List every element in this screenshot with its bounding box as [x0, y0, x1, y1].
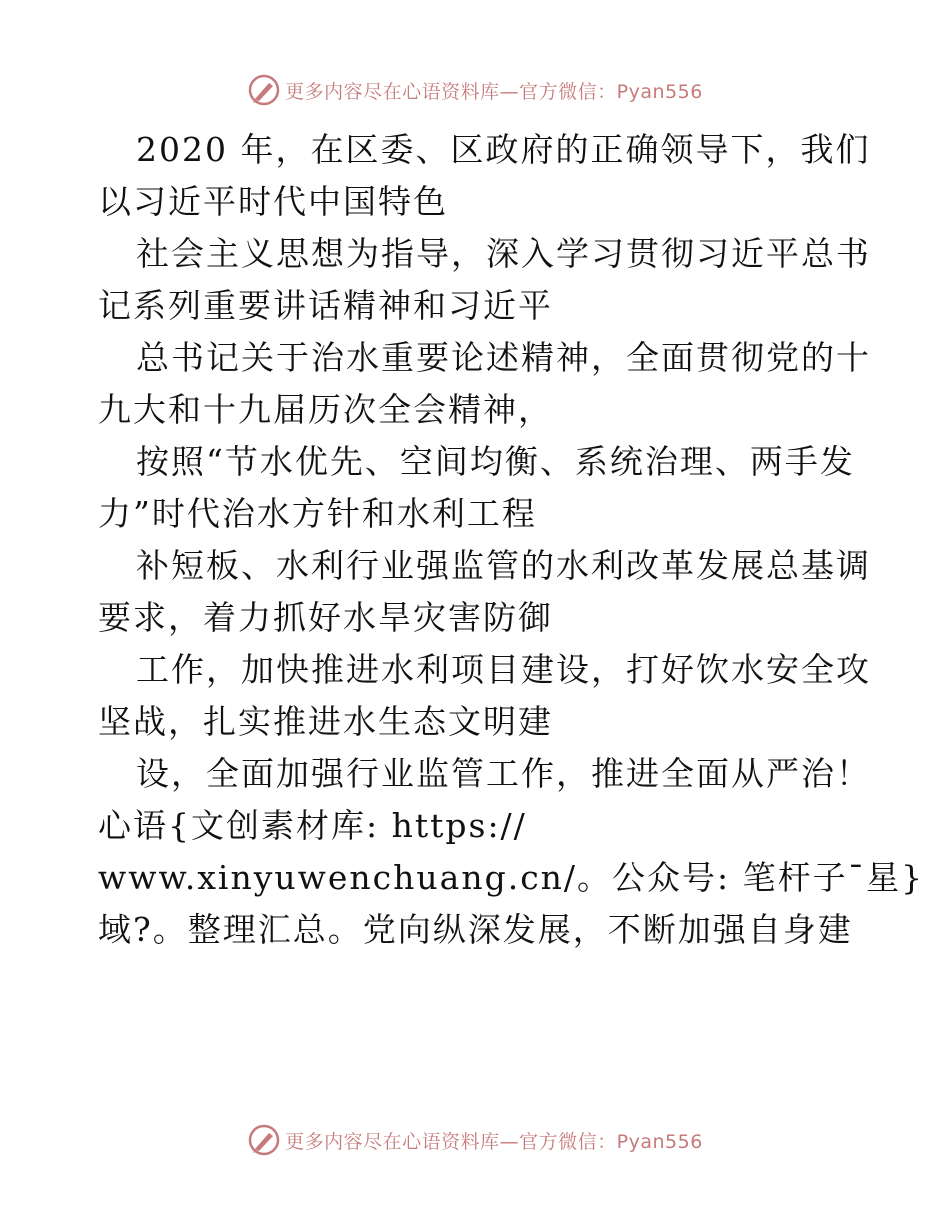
- text-line: 补短板、水利行业强监管的水利改革发展总基调: [136, 546, 871, 585]
- watermark-text: 更多内容尽在心语资料库—官方微信：Pyan556: [285, 1130, 703, 1153]
- header-watermark: [0, 70, 950, 110]
- text-line: 坚战，扎实推进水生态文明建: [98, 702, 553, 741]
- text-line: 社会主义思想为指导，深入学习贯彻习近平总书: [136, 234, 871, 273]
- text-line: 2020 年，在区委、区政府的正确领导下，我们: [136, 130, 871, 169]
- pen-logo-icon: [247, 73, 281, 107]
- text-line: 九大和十九届历次全会精神，: [98, 390, 553, 429]
- text-line: 力”时代治水方针和水利工程: [98, 494, 537, 533]
- text-line: 工作，加快推进水利项目建设，打好饮水安全攻: [136, 650, 871, 689]
- text-line: 以习近平时代中国特色: [98, 182, 448, 221]
- text-line: 域?。整理汇总。党向纵深发展，不断加强自身建: [98, 910, 853, 949]
- watermark-text: 更多内容尽在心语资料库—官方微信：Pyan556: [285, 80, 703, 103]
- text-line: 按照“节水优先、空间均衡、系统治理、两手发: [136, 442, 855, 481]
- text-line: 设，全面加强行业监管工作，推进全面从严治！: [136, 754, 871, 793]
- text-line: 心语{文创素材库: https://: [98, 806, 527, 845]
- pen-logo-icon: [247, 1123, 281, 1157]
- document-body: [98, 124, 925, 956]
- text-line: www.xinyuwenchuang.cn/。公众号: 笔杆子¯星}: [98, 858, 925, 897]
- text-line: 记系列重要讲话精神和习近平: [98, 286, 553, 325]
- text-line: 要求，着力抓好水旱灾害防御: [98, 598, 553, 637]
- text-line: 总书记关于治水重要论述精神，全面贯彻党的十: [136, 338, 871, 377]
- footer-watermark: [0, 1120, 950, 1160]
